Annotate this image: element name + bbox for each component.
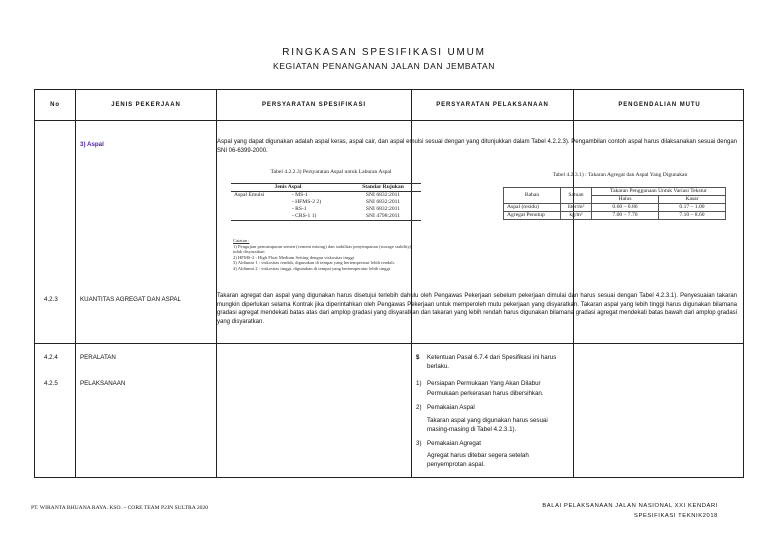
pelaksanaan-no: 4.2.5 [44, 380, 58, 387]
footer-company: PT. WIRANTA BHUANA RAYA. KSO. – CORE TEAM P2JN SULTRA 2020 [31, 505, 209, 511]
specification-table [34, 89, 744, 478]
takaran-header-halus: Halus [592, 196, 659, 204]
step-title: Pemakaian Agregat [427, 440, 482, 447]
aspal-table-cell: - RS-1 [291, 206, 307, 212]
note-item: 3) Aldiunni 1 : viskositas rendah, digunakan di tempat yang bertemperatur lebih rendah. [233, 260, 395, 266]
takaran-header-kasar: Kasar [659, 196, 726, 204]
takaran-cell: liter/m² [561, 204, 592, 212]
aspal-table-cell [231, 213, 289, 221]
note-item: 4) Aldiunni 2 : viskositas tinggi, digunakan di tempat yang bertemperatur lebih tinggi. [233, 265, 392, 271]
takaran-cell: Aspal (residu) [504, 204, 561, 212]
aspal-table-cell [231, 199, 289, 206]
takaran-table-caption: Tabel 4.2.3.1) : Takaran Agregat dan Aspal Yang Digunakan [552, 172, 688, 178]
note-item: 1) Pengujian pencampuran semen (cement mixing) dan stabilitas penyimpanan (storage stability) tidak disyaratkan [233, 243, 412, 255]
kuantitas-label: KUANTITAS AGREGAT DAN ASPAL [80, 296, 181, 303]
footer-doc-name: SPESIFIKASI TEKNIK2018 [634, 513, 718, 519]
peralatan-pelaksanaan-text: Ketentuan Pasal 6.7.4 dari Spesifikasi ini harus berlaku. [427, 354, 557, 370]
step-number: 1) [416, 380, 422, 387]
aspal-table-cell: SNI 6832:2011 [365, 206, 401, 212]
header-no: No [50, 102, 60, 108]
aspal-table-header-standar: Standar Rujukan [345, 184, 421, 192]
aspal-table-cell: - CRS-1 1) [289, 213, 345, 221]
takaran-cell: Agregat Penutup [504, 212, 561, 220]
aspal-requirements-table [231, 169, 431, 221]
col-divider [75, 90, 76, 477]
takaran-header-satuan: Satuan [561, 188, 592, 204]
peralatan-label: PERALATAN [80, 354, 116, 361]
step-title: Persiapan Permukaan Yang Akan Dilabur [427, 380, 541, 387]
takaran-table [495, 172, 745, 220]
footer-office [542, 501, 718, 521]
note-item: 2) HFMS-2 : High Float Medium Setting dengan viskositas tinggi [233, 254, 355, 260]
aspal-table-cell: SNI 6832:2011 [365, 192, 401, 198]
kuantitas-no: 4.2.3 [44, 296, 58, 303]
takaran-cell: kg/m² [561, 212, 592, 220]
step-body: Agregat harus ditebar segera setelah penyemprotan aspal. [427, 452, 529, 468]
header-pengendalian-mutu: PENGENDALIAN MUTU [618, 102, 701, 108]
aspal-table-notes [233, 238, 415, 272]
row-divider [35, 343, 743, 344]
document-subtitle: KEGIATAN PENANGANAN JALAN DAN JEMBATAN [273, 61, 495, 71]
header-divider [35, 120, 743, 121]
header-persyaratan-pelaksanaan: PERSYARATAN PELAKSANAAN [436, 102, 549, 108]
aspal-table-caption: Tabel 4.2.2.3) Persyaratan Aspal untuk Laburan Aspal [270, 169, 392, 175]
bullet-symbol: $ [416, 354, 420, 361]
step-body: Permukaan perkerasan harus dibersihkan. [427, 390, 544, 397]
step-number: 3) [416, 440, 422, 447]
document-title: RINGKASAN SPESIFIKASI UMUM [282, 47, 486, 58]
takaran-header-bahan: Bahan [504, 188, 561, 204]
aspal-label: 3) Aspal [80, 141, 104, 148]
aspal-table-cell: Aspal Emulsi [234, 192, 265, 198]
takaran-header-group: Takaran Penggunaan Untuk Variasi Tekstur [592, 188, 726, 196]
aspal-table-cell [231, 206, 289, 213]
aspal-text: Aspal yang dapat digunakan adalah aspal keras, aspal cair, dan aspal emulsi sesuai dengan yang ditunjukkan dalam Tabel 4.2.2.3). Pengambilan contoh aspal harus dilaksanakan sesuai dengan SNI 06-6399-2000. [217, 139, 737, 154]
takaran-cell: 7.10 – 8.60 [659, 212, 726, 220]
aspal-table-cell: - MS-1 [291, 192, 308, 198]
aspal-table-cell: SNI 4798:2011 [345, 213, 421, 221]
header-persyaratan-spesifikasi: PERSYARATAN SPESIFIKASI [262, 102, 366, 108]
footer-office-name: BALAI PELAKSANAAN JALAN NASIONAL XXI KENDARI [542, 503, 718, 509]
takaran-cell: 7.00 – 7.70 [592, 212, 659, 220]
takaran-cell: 0.17 – 1.00 [659, 204, 726, 212]
pelaksanaan-label: PELAKSANAAN [80, 380, 126, 387]
header-jenis-pekerjaan: JENIS PEKERJAAN [111, 102, 181, 108]
aspal-table-header-jenis: Jenis Aspal [231, 184, 345, 192]
aspal-table-cell: SNI 6832:2011 [365, 199, 401, 205]
step-number: 2) [416, 404, 422, 411]
takaran-cell: 0.60 – 0.86 [592, 204, 659, 212]
peralatan-no: 4.2.4 [44, 354, 58, 361]
aspal-table-cell: - HFMS-2 2) [291, 199, 322, 205]
kuantitas-text: Takaran agregat dan aspal yang digunakan harus disetujui terlebih dahulu oleh Pengawas Pekerjaan sebelum pekerjaan dimulai dan harus sesuai dengan Tabel 4.2.3.1). Penyesuaian takaran mungkin diperlukan selama Kontrak jika diperintahkan oleh Pengawas Pekerjaan untuk memperoleh mutu pekerjaan yang disyaratkan. Takaran aspal yang lebih tinggi harus digunakan bilamana gradasi agregat mendekati batas atas dari amplop gradasi yang disyaratkan dan takaran yang lebih rendah harus digunakan bilamana gradasi agregat mendekati batas bawah dari amplop gradasi yang disyaratkan. [217, 293, 737, 325]
step-title: Pemakaian Aspal [427, 404, 475, 411]
step-body: Takaran aspal yang digunakan harus sesuai masing-masing di Tabel 4.2.3.1). [427, 417, 548, 433]
notes-title: Catatan : [233, 238, 250, 243]
